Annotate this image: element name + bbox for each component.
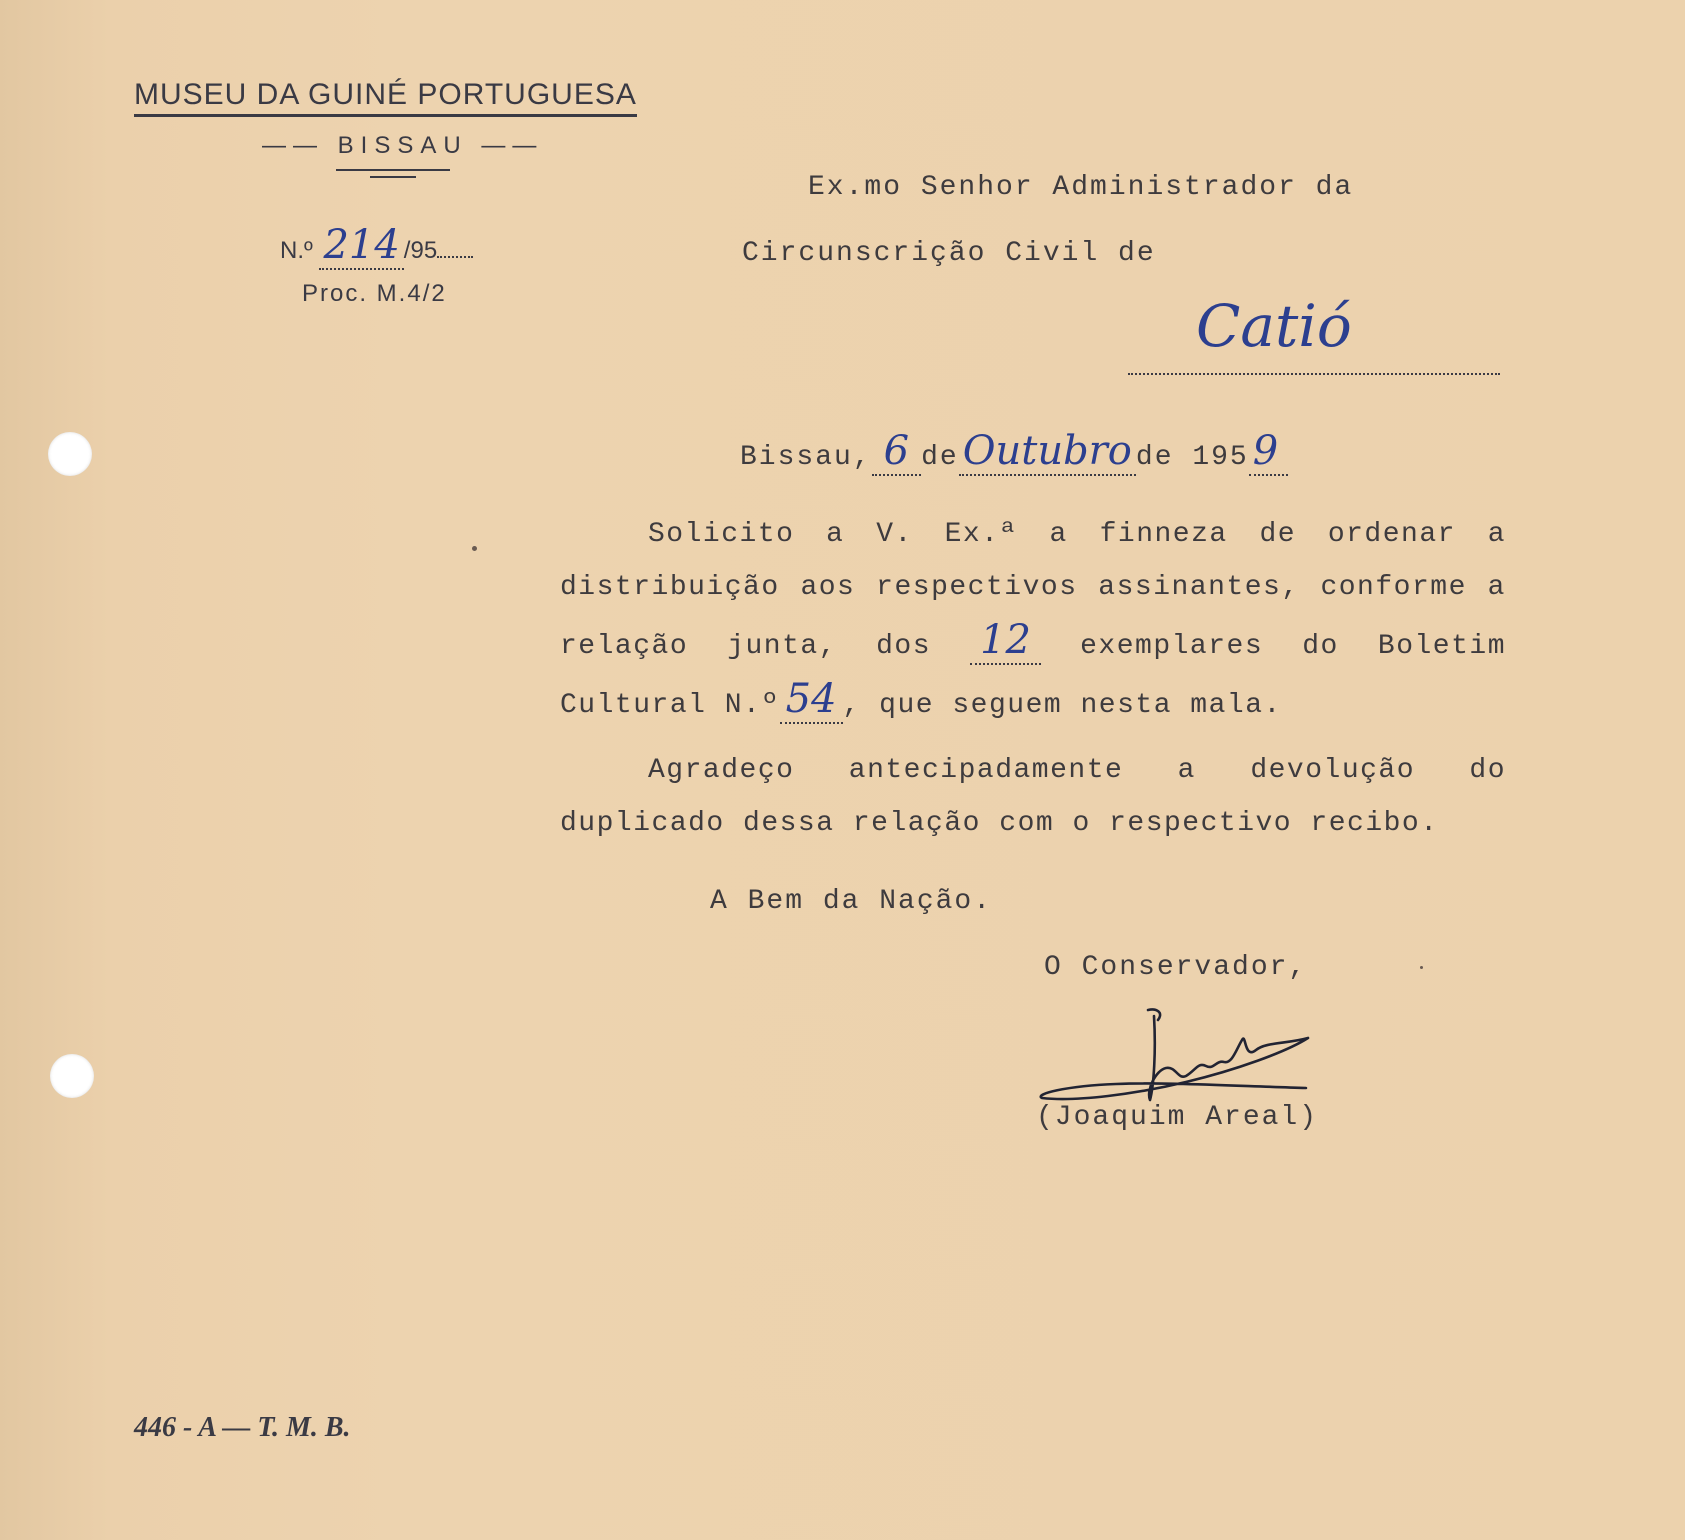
paper-speck	[472, 546, 477, 551]
date-year-handwritten: 9	[1249, 428, 1288, 476]
copies-count-handwritten: 12	[970, 617, 1041, 665]
closing-salutation: A Bem da Nação.	[710, 886, 993, 917]
date-month-handwritten: Outubro	[959, 428, 1136, 476]
punch-hole-top	[48, 432, 92, 476]
signature-icon	[1036, 990, 1336, 1120]
body-paragraph-1-part-3: , que seguem nesta mala.	[842, 690, 1282, 721]
dateline-de-2: de	[1135, 442, 1174, 473]
reference-number-dots	[437, 256, 473, 258]
reference-number-suffix: /95	[403, 237, 438, 264]
reference-number-label: N.º	[280, 237, 313, 264]
institution-name: MUSEU DA GUINÉ PORTUGUESA	[134, 78, 637, 117]
body-paragraph-2: Agradeço antecipadamente a devolução do duplicado dessa relação com o respectivo recibo.	[560, 755, 1506, 839]
paper-speck	[1420, 966, 1423, 969]
addressee-place-handwritten: Catió	[1196, 292, 1352, 360]
city-divider	[370, 176, 416, 178]
body-paragraph-1-part-2: exemplares do Boletim Cultural N.º	[560, 631, 1507, 721]
date-year-prefix: 195	[1192, 442, 1249, 473]
body-paragraph-1	[560, 508, 1506, 732]
bulletin-number-handwritten: 54	[780, 676, 843, 724]
process-reference: Proc. M.4/2	[302, 280, 447, 307]
signer-title: O Conservador,	[1044, 952, 1308, 983]
addressee-line-1: Ex.mo Senhor Administrador da	[808, 172, 1354, 203]
addressee-place-dotted-line	[1128, 373, 1500, 375]
form-code: 446 - A — T. M. B.	[134, 1412, 351, 1443]
reference-number	[280, 222, 473, 268]
reference-number-handwritten: 214	[319, 222, 403, 270]
signer-name: (Joaquim Areal)	[1036, 1102, 1319, 1133]
body-paragraph-1-part-1: Solicito a V. Ex.ª a finneza de ordenar a distribuição aos respectivos assinantes, conforme a relação junta, dos	[560, 519, 1506, 662]
letter-body	[560, 508, 1506, 862]
addressee-line-2: Circunscrição Civil de	[742, 238, 1156, 269]
city-underline	[336, 169, 450, 171]
institution-city: —— BISSAU ——	[262, 132, 544, 159]
dateline-prefix: Bissau,	[740, 442, 872, 473]
dateline	[740, 428, 1288, 474]
punch-hole-bottom	[50, 1054, 94, 1098]
date-day-handwritten: 6	[872, 428, 921, 476]
dateline-de-1: de	[921, 442, 959, 473]
